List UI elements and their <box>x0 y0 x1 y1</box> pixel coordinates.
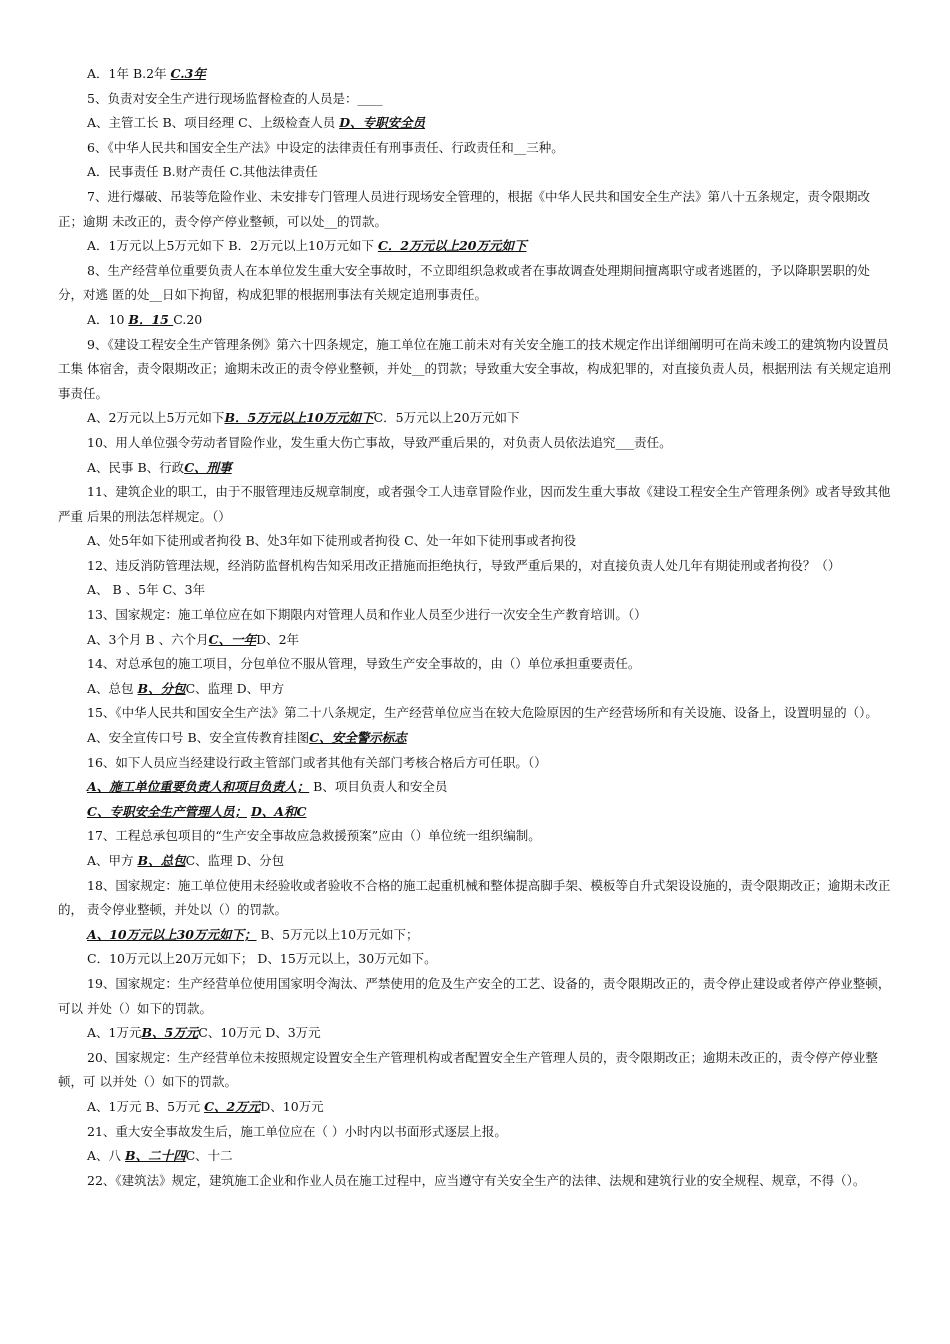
question-line <box>58 456 892 481</box>
question-line <box>58 136 892 161</box>
question-line <box>58 185 892 234</box>
line-text: 9、《建设工程安全生产管理条例》第六十四条规定，施工单位在施工前未对有关安全施工的技术规定作出详细阐明可在尚未竣工的建筑物内设置员工集 体宿舍，责令限期改正；逾期未改正的责令停业整顿，并处__的罚款；导致重大安全事故，构成犯罪的，对直接负责人员，根据刑法 有关规定追刑事责任。 <box>58 336 891 401</box>
line-text: 12、违反消防管理法规，经消防监督机构告知采用改正措施而拒绝执行，导致严重后果的，对直接负责人处几年有期徒刑或者拘役？（） <box>87 557 841 573</box>
line-text: A．10 <box>87 311 129 327</box>
answer-highlight: A、施工单位重要负责人和项目负责人； <box>87 779 310 795</box>
answer-highlight: C、专职安全生产管理人员； <box>87 803 247 819</box>
line-text: C．5万元以上20万元如下 <box>373 410 520 426</box>
question-line <box>58 160 892 185</box>
line-text: A、3个月 B 、六个月 <box>87 631 209 647</box>
question-line <box>58 874 892 923</box>
line-text: 11、建筑企业的职工，由于不服管理违反规章制度，或者强令工人违章冒险作业，因而发生重大事故《建设工程安全生产管理条例》或者导致其他严重 后果的刑法怎样规定。（） <box>58 484 891 524</box>
question-line <box>58 554 892 579</box>
line-text: A、甲方 <box>87 853 138 868</box>
line-text: A、2万元以上5万元如下 <box>87 410 225 426</box>
line-text: C、10万元 D、3万元 <box>198 1025 321 1041</box>
answer-highlight: C、安全警示标志 <box>309 730 407 746</box>
question-line <box>58 1046 892 1095</box>
question-line <box>58 1021 892 1046</box>
question-line <box>58 1095 892 1120</box>
question-line <box>58 308 892 333</box>
line-text: 8、生产经营单位重要负责人在本单位发生重大安全事故时，不立即组织急救或者在事故调查处理期间擅离职守或者逃匿的，予以降职罢职的处分，对逃 匿的处__日如下拘留，构成犯罪的根据刑事法有关规定追刑事责任。 <box>58 262 870 303</box>
answer-highlight: C、刑事 <box>184 459 232 475</box>
question-line <box>58 849 892 874</box>
line-text: A、安全宣传口号 B、安全宣传教育挂图 <box>87 730 310 746</box>
question-line <box>58 800 892 825</box>
question-line <box>58 1144 892 1169</box>
answer-highlight: B、二十四 <box>125 1148 186 1164</box>
answer-highlight: C、2万元 <box>204 1098 261 1114</box>
answer-highlight: C．2万元以上20万元如下 <box>377 238 527 254</box>
question-line <box>58 701 892 726</box>
question-line <box>58 751 892 776</box>
question-line <box>58 726 892 751</box>
question-line <box>58 333 892 407</box>
line-text: 21、重大安全事故发生后，施工单位应在（ ）小时内以书面形式逐层上报。 <box>87 1123 507 1139</box>
line-text: A、1万元 B、5万元 <box>87 1098 205 1114</box>
question-line <box>58 480 892 529</box>
question-line <box>58 1120 892 1145</box>
line-text: B、项目负责人和安全员 <box>309 779 448 795</box>
answer-highlight: B．15 <box>128 311 174 327</box>
answer-highlight: D、专职安全员 <box>339 115 426 131</box>
line-text: 10、用人单位强令劳动者冒险作业，发生重大伤亡事故，导致严重后果的，对负责人员依法追究___责任。 <box>87 434 672 450</box>
question-line <box>58 824 892 849</box>
line-text: C.20 <box>173 311 203 327</box>
line-text: 17、工程总承包项目的“生产安全事故应急救援预案”应由（）单位统一组织编制。 <box>87 828 541 844</box>
line-text: A、处5年如下徒刑或者拘役 B、处3年如下徒刑或者拘役 C、处一年如下徒刑事或者拘役 <box>87 533 577 549</box>
line-text: A、八 <box>87 1148 126 1164</box>
line-text: 13、国家规定：施工单位应在如下期限内对管理人员和作业人员至少进行一次安全生产教育培训。（） <box>87 607 647 623</box>
question-line <box>58 1169 892 1194</box>
question-line <box>58 775 892 800</box>
line-text: B、5万元以上10万元如下； <box>256 926 419 942</box>
line-text: A、民事 B、行政 <box>87 459 185 475</box>
question-line <box>58 259 892 308</box>
answer-highlight: B、分包 <box>137 680 186 696</box>
line-text: A．民事责任 B.财产责任 C.其他法律责任 <box>87 164 318 180</box>
line-text: C、监理 D、分包 <box>185 853 285 868</box>
line-text: A、主管工长 B、项目经理 C、上级检查人员 <box>87 115 340 131</box>
line-text: A、 B 、5年 C、3年 <box>87 582 206 598</box>
question-line <box>58 406 892 431</box>
question-line <box>58 431 892 456</box>
question-line <box>58 529 892 554</box>
line-text: C．10万元以上20万元如下； D、15万元以上，30万元如下。 <box>87 951 437 967</box>
line-text: A．1万元以上5万元如下 B．2万元以上10万元如下 <box>87 238 378 254</box>
question-line <box>58 923 892 948</box>
line-text: 18、国家规定：施工单位使用未经验收或者验收不合格的施工起重机械和整体提高脚手架、模板等自升式架设设施的，责令限期改正；逾期未改正的， 责令停业整顿，并处以（）的罚款。 <box>58 877 891 918</box>
question-line <box>58 677 892 702</box>
line-text: 7、进行爆破、吊装等危险作业、未安排专门管理人员进行现场安全管理的，根据《中华人民共和国安全生产法》第八十五条规定，责令限期改正；逾期 未改正的，责令停产停业整顿，可以处__的罚款。 <box>58 188 870 229</box>
question-line <box>58 87 892 112</box>
line-text: 19、国家规定：生产经营单位使用国家明令淘汰、严禁使用的危及生产安全的工艺、设备的，责令限期改正的，责令停止建设或者停产停业整顿，可以 并处（）如下的罚款。 <box>58 975 891 1016</box>
line-text: D、2年 <box>256 631 300 647</box>
line-text: 22、《建筑法》规定，建筑施工企业和作业人员在施工过程中，应当遵守有关安全生产的法律、法规和建筑行业的安全规程、规章，不得（）。 <box>87 1172 866 1188</box>
question-line <box>58 578 892 603</box>
answer-highlight: C.3年 <box>170 66 206 81</box>
line-text: A、总包 <box>87 680 138 696</box>
answer-highlight: D、A和C <box>250 803 307 819</box>
question-line <box>58 234 892 259</box>
line-text: 5、负责对安全生产进行现场监督检查的人员是：____ <box>87 90 383 106</box>
answer-highlight: B．5万元以上10万元如下 <box>224 410 374 426</box>
question-line <box>58 603 892 628</box>
question-line <box>58 111 892 136</box>
question-line <box>58 972 892 1021</box>
question-line <box>58 628 892 653</box>
line-text: A、1万元 <box>87 1025 142 1041</box>
line-text: C、监理 D、甲方 <box>185 680 285 696</box>
answer-highlight: A、10万元以上30万元如下； <box>87 926 257 942</box>
document-body <box>58 62 892 1193</box>
question-line <box>58 62 892 87</box>
line-text: A．1年 B.2年 <box>87 66 171 81</box>
answer-highlight: B、5万元 <box>141 1025 199 1041</box>
answer-highlight: B、总包 <box>137 853 186 868</box>
question-line <box>58 947 892 972</box>
line-text: C、十二 <box>185 1148 233 1164</box>
line-text: 15、《中华人民共和国安全生产法》第二十八条规定，生产经营单位应当在较大危险原因的生产经营场所和有关设施、设备上，设置明显的（）。 <box>87 705 878 721</box>
line-text: 16、如下人员应当经建设行政主管部门或者其他有关部门考核合格后方可任职。（） <box>87 754 547 770</box>
question-line <box>58 652 892 677</box>
line-text: 14、对总承包的施工项目，分包单位不服从管理，导致生产安全事故的，由（）单位承担重要责任。 <box>87 656 641 672</box>
line-text: D、10万元 <box>260 1098 324 1114</box>
line-text: 6、《中华人民共和国安全生产法》中设定的法律责任有刑事责任、行政责任和__三种。 <box>87 139 564 155</box>
line-text: 20、国家规定：生产经营单位未按照规定设置安全生产管理机构或者配置安全生产管理人员的，责令限期改正；逾期未改正的，责令停产停业整顿，可 以并处（）如下的罚款。 <box>58 1049 878 1090</box>
answer-highlight: C、一年 <box>208 631 257 647</box>
